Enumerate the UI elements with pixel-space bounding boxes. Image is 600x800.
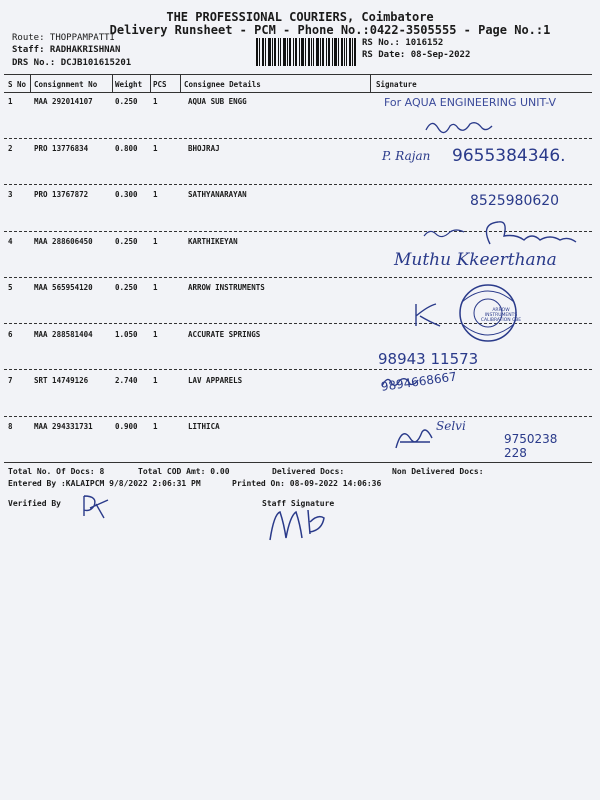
verified-by-label: Verified By [8, 499, 61, 508]
row-consignee: ARROW INSTRUMENTS [188, 283, 265, 292]
company-title: THE PROFESSIONAL COURIERS, Coimbatore [166, 10, 434, 24]
row-consignee: AQUA SUB ENGG [188, 97, 247, 106]
signature-row4-mark [420, 214, 580, 254]
row-sno: 7 [8, 376, 13, 385]
signature-row8-mark [392, 424, 436, 454]
signature-row5-mark [410, 300, 450, 330]
total-cod: Total COD Amt: 0.00 [138, 467, 230, 476]
row-weight: 0.250 [115, 97, 138, 106]
row-weight: 1.050 [115, 330, 138, 339]
row-consignee: SATHYANARAYAN [188, 190, 247, 199]
row-sno: 1 [8, 97, 13, 106]
signature-row8-phone: 9750238228 [504, 432, 558, 460]
barcode-image [256, 38, 356, 66]
row-consignment: MAA 294331731 [34, 422, 93, 431]
entered-by: Entered By :KALAIPCM 9/8/2022 2:06:31 PM [8, 479, 201, 488]
row-consignment: MAA 565954120 [34, 283, 93, 292]
row-sno: 4 [8, 237, 13, 246]
non-delivered-docs: Non Delivered Docs: [392, 467, 484, 476]
printed-on: Printed On: 08-09-2022 14:06:36 [232, 479, 382, 488]
row-consignment: MAA 292014107 [34, 97, 93, 106]
verified-by-signature [76, 492, 116, 522]
col-divider [112, 74, 113, 92]
col-divider [370, 74, 371, 92]
row-pcs: 1 [153, 237, 158, 246]
row-divider [4, 277, 592, 278]
row-weight: 0.250 [115, 237, 138, 246]
row-pcs: 1 [153, 376, 158, 385]
signature-row7-phone: 9894668667 [380, 369, 458, 394]
row-divider [4, 416, 592, 417]
staff-label: Staff: RADHAKRISHNAN [12, 45, 121, 55]
table-top-rule [4, 74, 592, 75]
signature-row3-phone: 8525980620 [470, 193, 560, 209]
row-weight: 0.250 [115, 283, 138, 292]
column-header-signature: Signature [376, 80, 417, 89]
col-divider [180, 74, 181, 92]
row-consignee: LAV APPARELS [188, 376, 243, 385]
signature-row4-name: Muthu Kkeerthana [394, 250, 557, 270]
signature-row1-mark [424, 116, 494, 138]
column-header-weight: Weight [115, 80, 143, 89]
staff-signature-label: Staff Signature [262, 499, 335, 508]
row-consignee: ACCURATE SPRINGS [188, 330, 261, 339]
row-divider [4, 184, 592, 185]
table-header-rule [4, 92, 592, 93]
col-divider [30, 74, 31, 92]
row-consignment: PRO 13767872 [34, 190, 89, 199]
route-label: Route: THOPPAMPATTI [12, 33, 115, 43]
row-weight: 2.740 [115, 376, 138, 385]
row-divider [4, 138, 592, 139]
row-consignee: KARTHIKEYAN [188, 237, 238, 246]
signature-row8-name: Selvi [436, 419, 466, 433]
row-pcs: 1 [153, 144, 158, 153]
row-pcs: 1 [153, 190, 158, 199]
runsheet-subtitle: Delivery Runsheet - PCM - Phone No.:0422-3505555 - Page No.:1 [109, 23, 551, 37]
drs-label: DRS No.: DCJB101615201 [12, 58, 132, 68]
row-consignee: BHOJRAJ [188, 144, 220, 153]
table-bottom-rule [4, 462, 592, 463]
total-docs: Total No. Of Docs: 8 [8, 467, 105, 476]
column-header-consignment: Consignment No [34, 80, 98, 89]
column-header-sno: S No [8, 80, 27, 89]
row-sno: 3 [8, 190, 13, 199]
stamp-text: ARROW INSTRUMENTS CALIBRATION CBE [480, 308, 522, 323]
rs-no-label: RS No.: 1016152 [362, 38, 444, 48]
row-sno: 8 [8, 422, 13, 431]
row-consignment: PRO 13776834 [34, 144, 89, 153]
column-header-consignee: Consignee Details [184, 80, 261, 89]
column-header-pcs: PCS [153, 80, 167, 89]
signature-row2-phone: 9655384346. [452, 146, 566, 166]
row-sno: 5 [8, 283, 13, 292]
row-consignment: MAA 288581404 [34, 330, 93, 339]
row-consignee: LITHICA [188, 422, 220, 431]
row-consignment: SRT 14749126 [34, 376, 89, 385]
signature-row1-stamp: For AQUA ENGINEERING UNIT-V [384, 96, 557, 109]
rs-date-label: RS Date: 08-Sep-2022 [362, 50, 471, 60]
row-pcs: 1 [153, 97, 158, 106]
signature-row2-name: P. Rajan [382, 149, 431, 163]
row-consignment: MAA 288606450 [34, 237, 93, 246]
row-pcs: 1 [153, 422, 158, 431]
signature-row6-phone: 98943 11573 [378, 350, 479, 368]
row-weight: 0.800 [115, 144, 138, 153]
col-divider [150, 74, 151, 92]
row-sno: 6 [8, 330, 13, 339]
row-pcs: 1 [153, 283, 158, 292]
row-sno: 2 [8, 144, 13, 153]
delivered-docs: Delivered Docs: [272, 467, 345, 476]
row-divider [4, 369, 592, 370]
row-weight: 0.300 [115, 190, 138, 199]
row-pcs: 1 [153, 330, 158, 339]
row-weight: 0.900 [115, 422, 138, 431]
staff-signature-mark [266, 504, 332, 544]
